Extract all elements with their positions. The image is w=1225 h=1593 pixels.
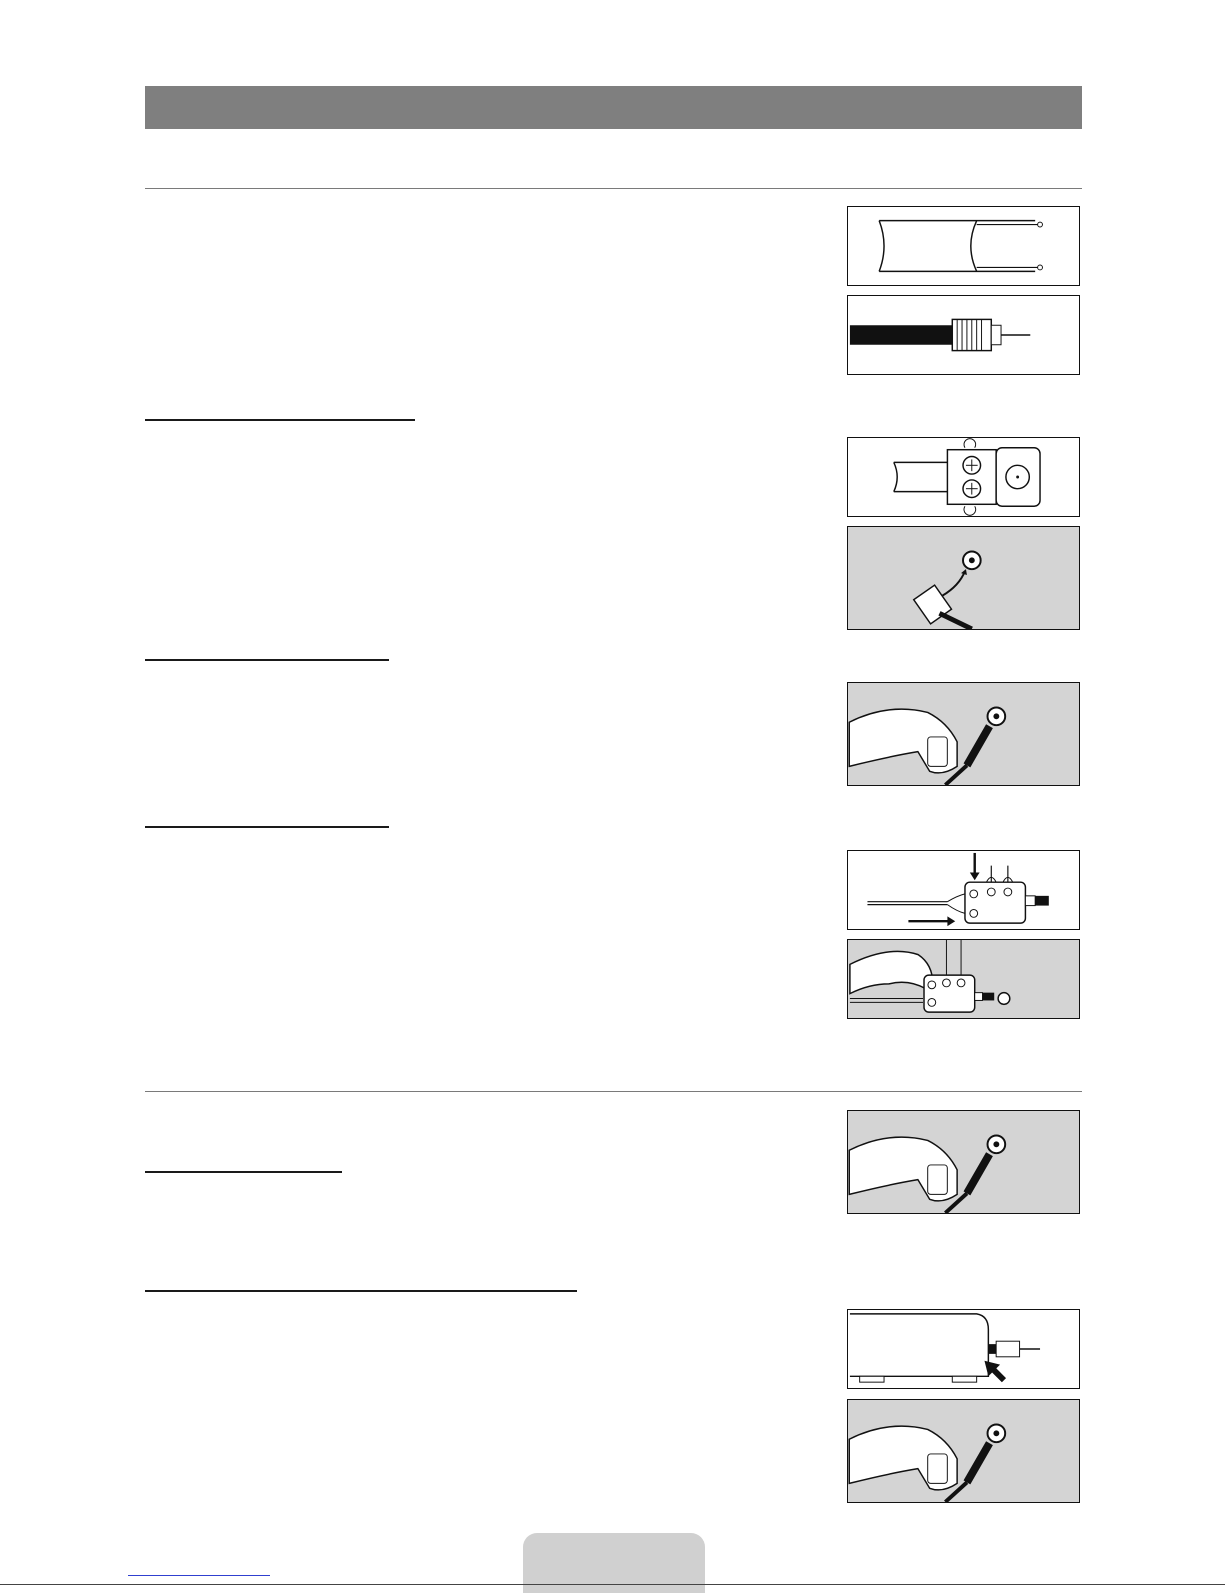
figure-twin-lead-cable bbox=[847, 206, 1080, 286]
figure-hand-plug-coax-cable bbox=[847, 1110, 1080, 1214]
section-rule bbox=[145, 188, 1082, 189]
heading-underline bbox=[145, 826, 389, 828]
figure-hand-plug-coax-final bbox=[847, 1399, 1080, 1503]
figure-hand-splitter-to-jack bbox=[847, 939, 1080, 1019]
figure-coaxial-cable-connector bbox=[847, 295, 1080, 375]
figure-box-cable-out bbox=[847, 1309, 1080, 1389]
footer-link-underline[interactable] bbox=[128, 1575, 270, 1576]
heading-underline bbox=[145, 659, 389, 661]
figure-splitter-adapter bbox=[847, 850, 1080, 930]
figure-adapter-to-antenna-jack bbox=[847, 526, 1080, 630]
heading-underline bbox=[145, 419, 415, 421]
figure-hand-plug-coax-in bbox=[847, 682, 1080, 786]
heading-underline bbox=[145, 1290, 577, 1292]
section-title-bar bbox=[145, 86, 1082, 129]
heading-underline bbox=[145, 1171, 342, 1173]
section-rule bbox=[145, 1091, 1082, 1092]
figure-adapter-screw-terminals bbox=[847, 437, 1080, 517]
